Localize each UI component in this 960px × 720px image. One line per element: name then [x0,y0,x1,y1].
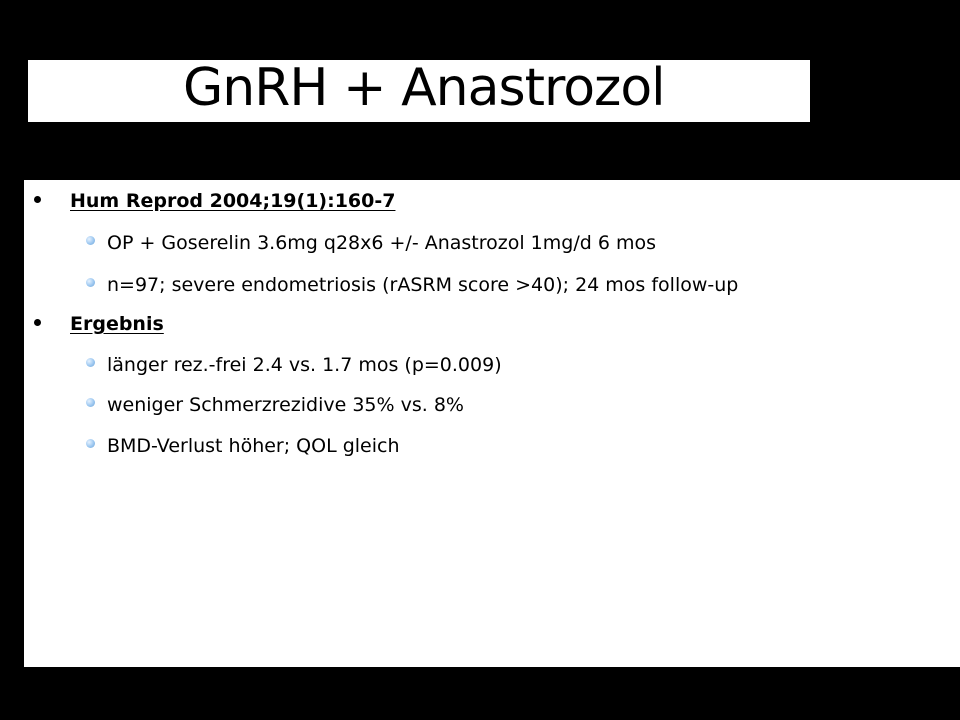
bullet-point [86,392,464,418]
bullet-point [86,433,400,459]
bullet-text: länger rez.-frei 2.4 vs. 1.7 mos (p=0.009) [107,354,502,376]
sphere-bullet-icon [86,439,95,448]
sphere-bullet-icon [86,236,95,245]
sphere-bullet-icon [86,358,95,367]
bullet-point [86,272,738,298]
bullet-text: BMD-Verlust höher; QOL gleich [107,435,400,457]
section-heading-2 [32,311,164,337]
slide-title: GnRH + Anastrozol [183,58,665,118]
sphere-bullet-icon [86,398,95,407]
bullet-text: weniger Schmerzrezidive 35% vs. 8% [107,394,464,416]
bullet-text: n=97; severe endometriosis (rASRM score >40); 24 mos follow-up [107,274,739,296]
section-heading-1 [32,188,395,214]
sphere-bullet-icon [86,278,95,287]
bullet-point [86,352,502,378]
section-heading-label: Hum Reprod 2004;19(1):160-7 [70,190,396,212]
content-panel [24,180,960,667]
bullet-icon [34,196,41,203]
bullet-icon [34,319,41,326]
bullet-text: OP + Goserelin 3.6mg q28x6 +/- Anastrozol 1mg/d 6 mos [107,232,657,254]
section-heading-label: Ergebnis [70,313,164,335]
title-box [28,60,810,122]
bullet-point [86,230,656,256]
